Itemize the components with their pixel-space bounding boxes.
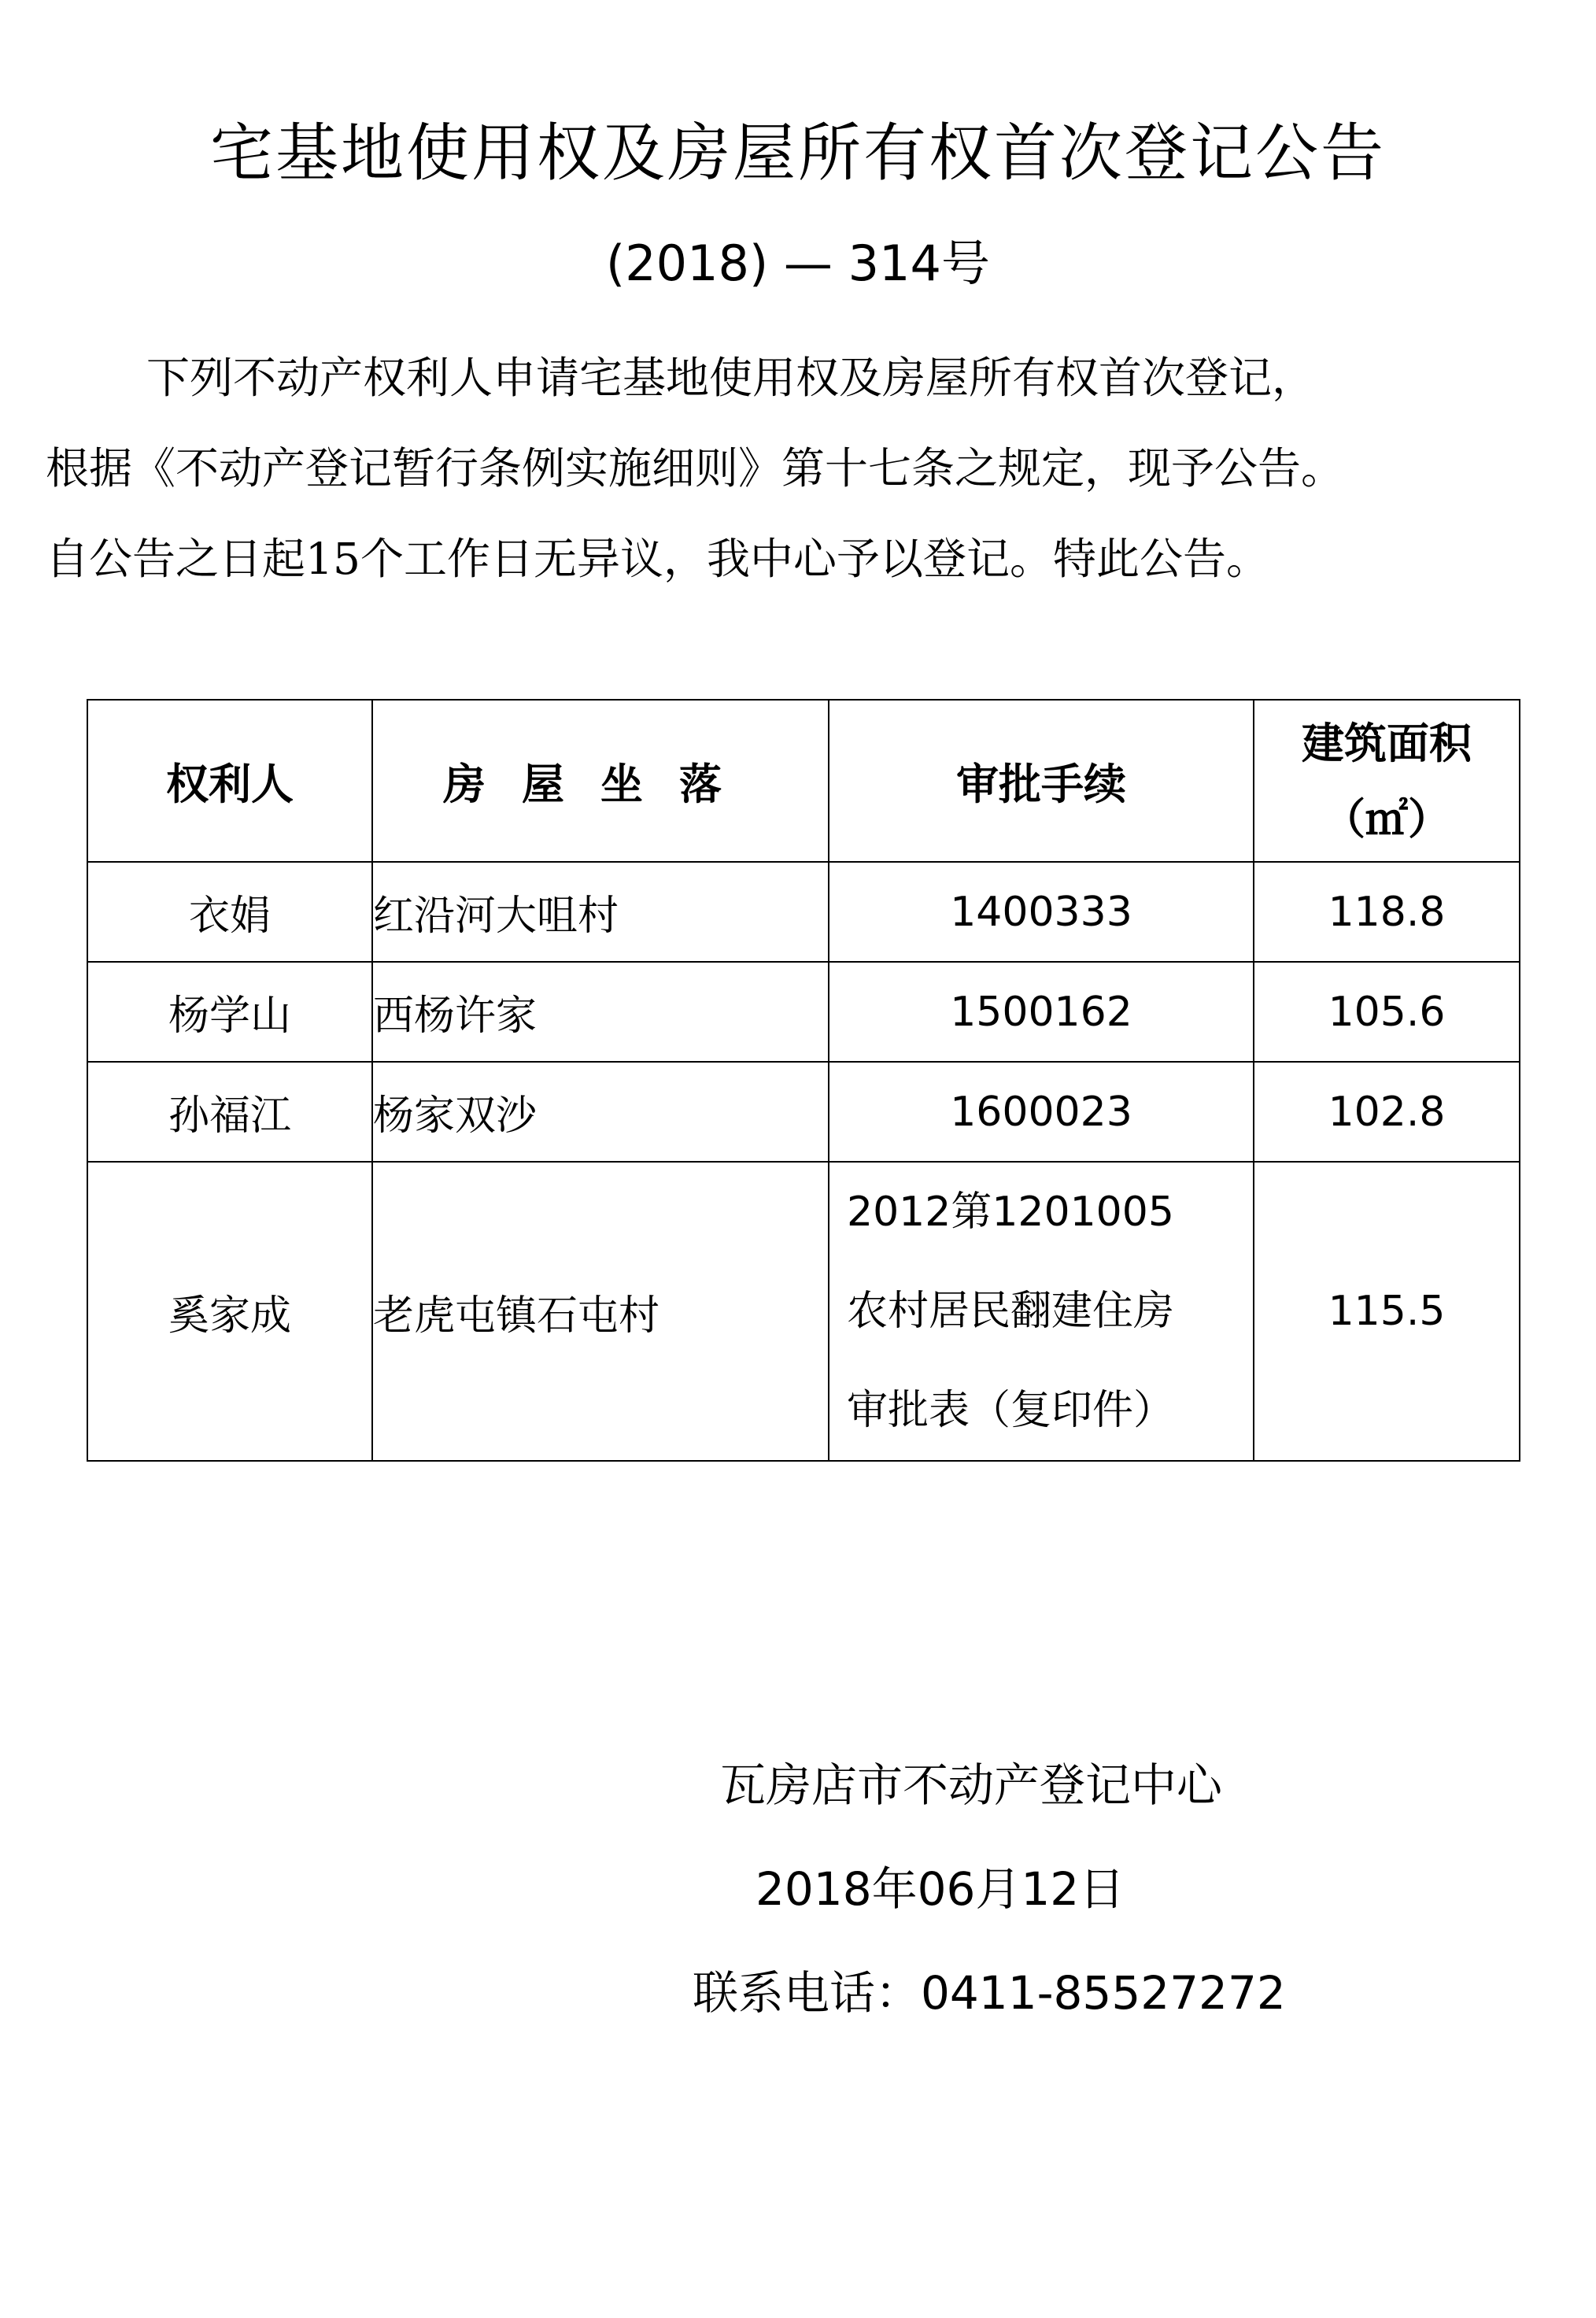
header-area-label: 建筑面积 — [1302, 718, 1472, 768]
holder-cell: 孙福江 — [87, 1062, 372, 1162]
table-row — [87, 1162, 1520, 1461]
table-row — [87, 862, 1520, 962]
table-header-row — [87, 700, 1520, 862]
location-cell: 老虎屯镇石屯村 — [372, 1162, 829, 1461]
issue-date: 2018年06月12日 — [756, 1862, 1125, 1916]
holder-cell: 衣娟 — [87, 862, 372, 962]
approval-cell — [829, 1162, 1254, 1461]
notice-paragraph-1: 下列不动产权利人申请宅基地使用权及房屋所有权首次登记， — [146, 353, 1316, 403]
holder-cell: 杨学山 — [87, 962, 372, 1062]
approval-cell: 1400333 — [829, 862, 1254, 962]
notice-paragraph-3: 自公告之日起15个工作日无异议，我中心予以登记。特此公告。 — [46, 534, 1269, 584]
notice-title: 宅基地使用权及房屋所有权首次登记公告 — [210, 116, 1386, 190]
approval-line-3: 审批表（复印件） — [847, 1387, 1175, 1434]
approval-line-2: 农村居民翻建住房 — [847, 1288, 1175, 1335]
header-approval: 审批手续 — [829, 700, 1254, 862]
location-cell: 红沿河大咀村 — [372, 862, 829, 962]
location-cell: 杨家双沙 — [372, 1062, 829, 1162]
area-cell: 102.8 — [1254, 1062, 1520, 1162]
area-cell: 115.5 — [1254, 1162, 1520, 1461]
header-area-unit: （㎡） — [1323, 793, 1450, 844]
location-cell: 西杨许家 — [372, 962, 829, 1062]
header-location: 房屋坐落 — [372, 700, 829, 862]
contact-phone: 联系电话：0411-85527272 — [693, 1966, 1286, 2020]
area-cell: 118.8 — [1254, 862, 1520, 962]
document-number: (2018) — 314号 — [606, 235, 990, 292]
header-holder: 权利人 — [87, 700, 372, 862]
issuing-agency: 瓦房店市不动产登记中心 — [720, 1758, 1223, 1812]
area-cell: 105.6 — [1254, 962, 1520, 1062]
registration-table — [87, 699, 1520, 1462]
holder-cell: 奚家成 — [87, 1162, 372, 1461]
approval-line-1: 2012第1201005 — [847, 1189, 1174, 1236]
header-area — [1254, 700, 1520, 862]
table-row — [87, 962, 1520, 1062]
approval-cell: 1600023 — [829, 1062, 1254, 1162]
table-row — [87, 1062, 1520, 1162]
approval-cell: 1500162 — [829, 962, 1254, 1062]
notice-paragraph-2: 根据《不动产登记暂行条例实施细则》第十七条之规定，现予公告。 — [46, 443, 1345, 494]
